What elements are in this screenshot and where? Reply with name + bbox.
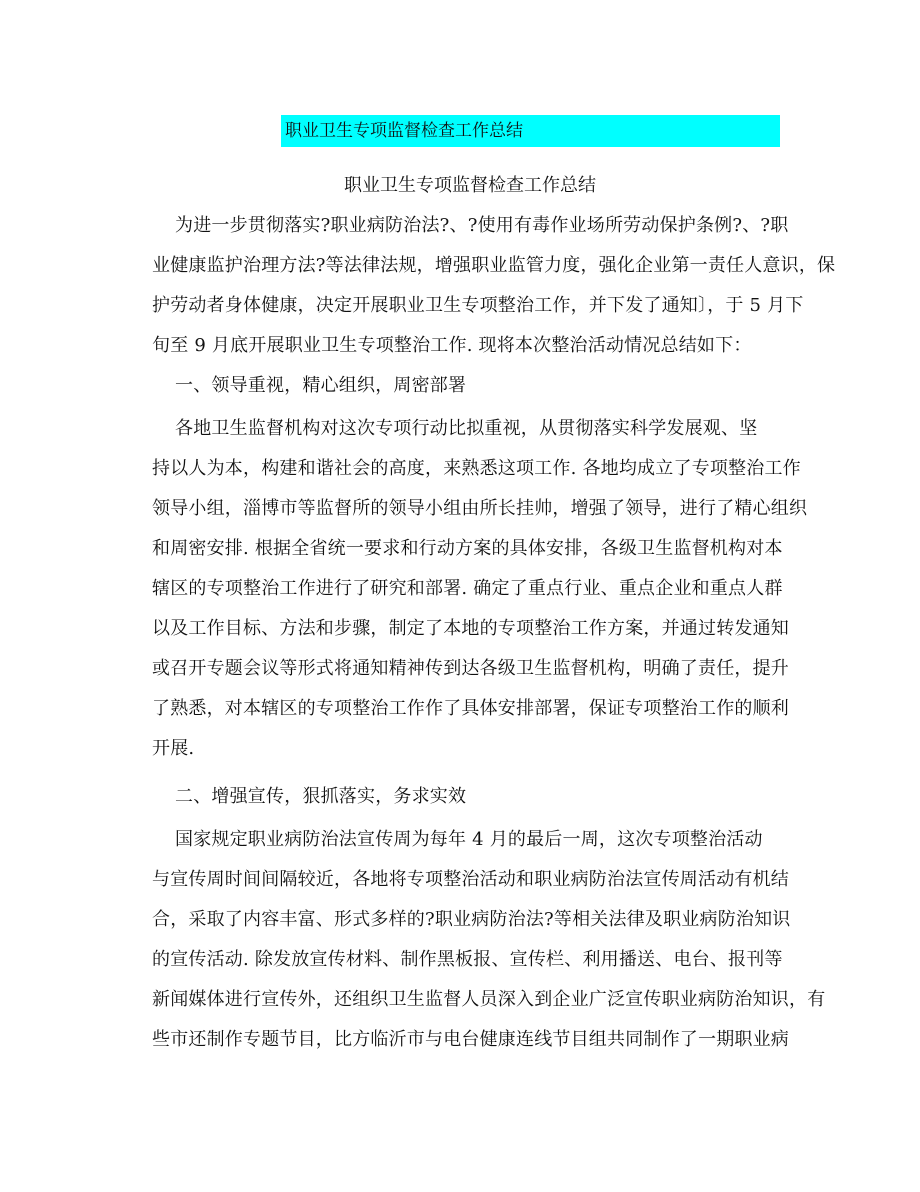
body-line: 各地卫生监督机构对这次专项行动比拟重视，从贯彻落实科学发展观、坚 xyxy=(175,418,758,439)
body-line: 以及工作目标、方法和步骤，制定了本地的专项整治工作方案，并通过转发通知 xyxy=(152,618,789,639)
document-title: 职业卫生专项监督检查工作总结 xyxy=(344,175,596,196)
section-heading: 二、增强宣传，狠抓落实，务求实效 xyxy=(175,786,467,807)
body-line: 持以人为本，构建和谐社会的高度，来熟悉这项工作. 各地均成立了专项整治工作 xyxy=(152,458,801,479)
body-line: 辖区的专项整治工作进行了研究和部署. 确定了重点行业、重点企业和重点人群 xyxy=(152,578,783,599)
body-line: 些市还制作专题节目，比方临沂市与电台健康连线节目组共同制作了一期职业病 xyxy=(152,1029,789,1050)
body-line: 的宣传活动. 除发放宣传材料、制作黑板报、宣传栏、利用播送、电台、报刊等 xyxy=(152,949,783,970)
body-line: 国家规定职业病防治法宣传周为每年 4 月的最后一周，这次专项整治活动 xyxy=(175,829,763,850)
highlighted-title-banner: 职业卫生专项监督检查工作总结 xyxy=(281,115,780,147)
body-line: 业健康监护治理方法?等法律法规，增强职业监管力度，强化企业第一责任人意识，保 xyxy=(152,255,836,276)
body-line: 了熟悉，对本辖区的专项整治工作作了具体安排部署，保证专项整治工作的顺利 xyxy=(152,698,789,719)
body-line: 旬至 9 月底开展职业卫生专项整治工作. 现将本次整治活动情况总结如下： xyxy=(152,335,752,356)
body-line: 为进一步贯彻落实?职业病防治法?、?使用有毒作业场所劳动保护条例?、?职 xyxy=(175,215,789,236)
body-line: 领导小组，淄博市等监督所的领导小组由所长挂帅，增强了领导，进行了精心组织 xyxy=(152,498,808,519)
body-line: 护劳动者身体健康，决定开展职业卫生专项整治工作，并下发了通知〕，于 5 月下 xyxy=(152,295,804,316)
body-line: 或召开专题会议等形式将通知精神传到达各级卫生监督机构，明确了责任，提升 xyxy=(152,658,789,679)
body-line: 合，采取了内容丰富、形式多样的?职业病防治法?等相关法律及职业病防治知识 xyxy=(152,909,791,930)
body-line: 与宣传周时间间隔较近，各地将专项整治活动和职业病防治法宣传周活动有机结 xyxy=(152,869,789,890)
section-heading: 一、领导重视，精心组织，周密部署 xyxy=(175,375,467,396)
body-line: 新闻媒体进行宣传外，还组织卫生监督人员深入到企业广泛宣传职业病防治知识，有 xyxy=(152,989,826,1010)
body-line: 开展. xyxy=(152,738,195,759)
body-line: 和周密安排. 根据全省统一要求和行动方案的具体安排，各级卫生监督机构对本 xyxy=(152,538,783,559)
